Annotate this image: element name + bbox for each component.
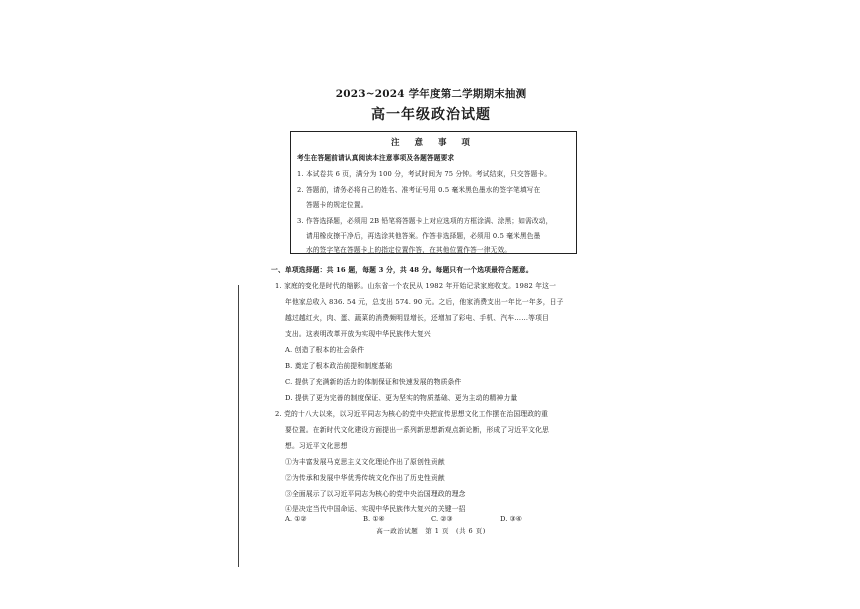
notice-item-2-cont: 答题卡的规定位置。 [306,201,368,209]
q2-statement-2: ②为传承和发展中华优秀传统文化作出了历史性贡献 [285,474,445,482]
q1-option-c: C. 提供了充满新的活力的体制保证和快速发展的物质条件 [285,378,462,386]
q1-option-d: D. 提供了更为完善的制度保证、更为坚实的物质基础、更为主动的精神力量 [285,394,518,402]
q1-stem-line-2: 年他家总收入 836. 54 元，总支出 574. 90 元。之后，他家消费支出一年比一年多，日子 [285,298,564,306]
q1-stem-line-3: 越过越红火，肉、蛋、蔬菜的消费频明显增长，还增加了彩电、手机、汽车……等项目 [285,314,549,322]
q1-stem-line-1: 1. 家庭的变化是时代的缩影。山东省一个农民从 1982 年开始记录家庭收支。1982 年这一 [275,282,557,290]
q2-stem-line-2: 要位置。在新时代文化建设方面提出一系列新思想新观点新论断，形成了习近平文化思 [285,426,549,434]
exam-page [271,80,579,580]
notice-item-2: 2. 答题前，请务必将自己的姓名、准考证号用 0.5 毫米黑色墨水的签字笔填写在 [297,186,541,194]
q1-stem-line-4: 支出。这表明改革开放为实现中华民族伟大复兴 [285,330,431,338]
notice-title: 注 意 事 项 [391,138,476,148]
q2-statement-1: ①为丰富发展马克思主义文化理论作出了原创性贡献 [285,458,445,466]
q2-choice-a: A. ①② [285,515,307,523]
exam-main-title: 高一年级政治试题 [371,107,491,123]
notice-intro: 考生在答题前请认真阅读本注意事项及各题答题要求 [297,154,455,162]
q2-stem-line-1: 2. 党的十八大以来，以习近平同志为核心的党中央把宣传思想文化工作摆在治国理政的重 [275,410,549,418]
notice-box [290,131,577,254]
exam-year-title: 2023~2024 学年度第二学期期末抽测 [335,88,527,100]
scan-edge-line [238,285,239,567]
notice-item-3: 3. 作答选择题，必须用 2B 铅笔将答题卡上对应选项的方框涂满、涂黑；如需改动， [297,217,553,225]
page-footer: 高一政治试题 第 1 页 (共 6 页) [376,527,486,535]
notice-item-3-cont-2: 水的签字笔在答题卡上的指定位置作答，在其他位置作答一律无效。 [306,246,512,254]
q2-statement-3: ③全面展示了以习近平同志为核心的党中央治国理政的理念 [285,490,466,498]
q2-stem-line-3: 想。习近平文化思想 [285,442,348,450]
q1-option-b: B. 奠定了根本政治前提和制度基础 [285,362,393,370]
notice-item-1: 1. 本试卷共 6 页，满分为 100 分，考试时间为 75 分钟。考试结束，只交答题卡。 [297,170,552,178]
q2-choice-c: C. ②③ [431,515,453,523]
section-heading: 一、单项选择题：共 16 题，每题 3 分，共 48 分。每题只有一个选项最符合题意。 [271,266,533,274]
notice-item-3-cont-1: 请用橡皮擦干净后，再选涂其他答案。作答非选择题，必须用 0.5 毫米黑色墨 [306,232,541,240]
q2-choice-b: B. ①④ [363,515,385,523]
q1-option-a: A. 创造了根本的社会条件 [285,346,365,354]
q2-choice-d: D. ③④ [500,515,522,523]
q2-statement-4: ④是决定当代中国命运、实现中华民族伟大复兴的关键一招 [285,505,466,513]
